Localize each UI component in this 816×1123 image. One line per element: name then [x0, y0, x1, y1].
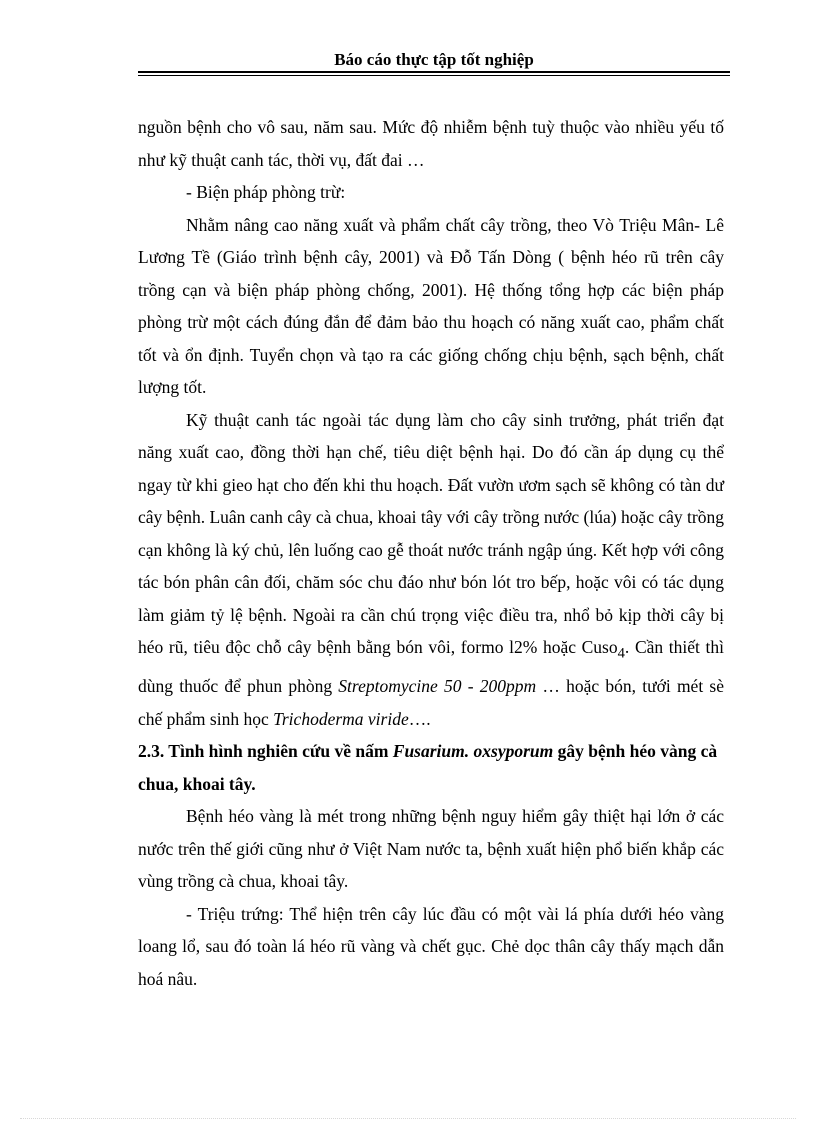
paragraph-prevention-methods: Nhằm nâng cao năng xuất và phẩm chất cây trồng, theo Vò Triệu Mân- Lê Lương Tề (Giáo trình bệnh cây, 2001) và Đỗ Tấn Dòng ( bệnh héo rũ trên cây trồng cạn và biện pháp phòng chống, 2001). Hệ thống tổng hợp các biện pháp phòng trừ một cách đúng đắn để đảm bảo thu hoạch có năng xuất cao, phẩm chất tốt và ổn định. Tuyển chọn và tạo ra các giống chống chịu bệnh, sạch bệnh, chất lượng tốt. — [138, 214, 724, 397]
page-bottom-border — [20, 1118, 796, 1119]
text-run: . Cần thiết thì dùng thuốc để phun phòng — [138, 637, 724, 696]
heading-text: 2.3. Tình hình nghiên cứu về nấm — [138, 741, 393, 761]
text-run: …. — [408, 708, 431, 729]
heading-italic-fusarium: Fusarium. oxsyporum — [392, 741, 554, 761]
italic-term-streptomycine: Streptomycine 50 - 200ppm — [338, 676, 537, 696]
paragraph-cultivation-techniques — [138, 404, 724, 736]
section-heading-2-3 — [138, 735, 724, 800]
paragraph-yellow-wilt: Bệnh héo vàng là mét trong những bệnh nguy hiểm gây thiệt hại lớn ở các nước trên thế giới cũng như ở Việt Nam nước ta, bệnh xuất hiện phổ biến khắp các vùng trồng cà chua, khoai tây. — [138, 806, 724, 891]
header-rule-thick — [138, 71, 730, 73]
text-run: Kỹ thuật canh tác ngoài tác dụng làm cho cây sinh trưởng, phát triển đạt năng xuất cao, đồng thời hạn chế, tiêu diệt bệnh hại. Do đó cần áp dụng cụ thể ngay từ khi gieo hạt cho đến khi thu hoạch. Đất vườn ươm sạch sẽ không có tàn dư cây bệnh. Luân canh cây cà chua, khoai tây với cây trồng nước (lúa) hoặc cây trồng cạn không là ký chủ, lên luống cao gễ thoát nước tránh ngập úng. Kết hợp với công tác bón phân cân đối, chăm sóc chu đáo như bón lót tro bếp, hoặc vôi có tác dụng làm giảm tỷ lệ bệnh. Ngoài ra cần chú trọng việc điều tra, nhổ bỏ kịp thời cây bị héo rũ, tiêu độc chỗ cây bệnh bằng bón vôi, formo l2% hoặc Cuso — [138, 409, 724, 657]
subscript: 4 — [617, 645, 625, 662]
paragraph-symptoms: - Triệu trứng: Thể hiện trên cây lúc đầu có một vài lá phía dưới héo vàng loang lổ, sau đó toàn lá héo rũ vàng và chết gục. Chẻ dọc thân cây thấy mạch dẫn hoá nâu. — [138, 903, 724, 989]
heading-text: gây bệnh héo vàng cà chua, khoai tây. — [138, 741, 718, 794]
document-body — [138, 111, 724, 995]
page-header-title: Báo cáo thực tập tốt nghiệp — [334, 50, 534, 69]
paragraph-continuation: nguồn bệnh cho vô sau, năm sau. Mức độ nhiễm bệnh tuỳ thuộc vào nhiều yếu tố như kỹ thuật canh tác, thời vụ, đất đai … — [138, 117, 724, 170]
header-rule-thin — [138, 75, 730, 76]
paragraph-prevention-label: - Biện pháp phòng trừ: — [186, 182, 346, 202]
text-run: … hoặc bón, tưới mét sè chế phẩm sinh học — [138, 676, 724, 729]
italic-term-trichoderma: Trichoderma viride — [273, 708, 409, 729]
